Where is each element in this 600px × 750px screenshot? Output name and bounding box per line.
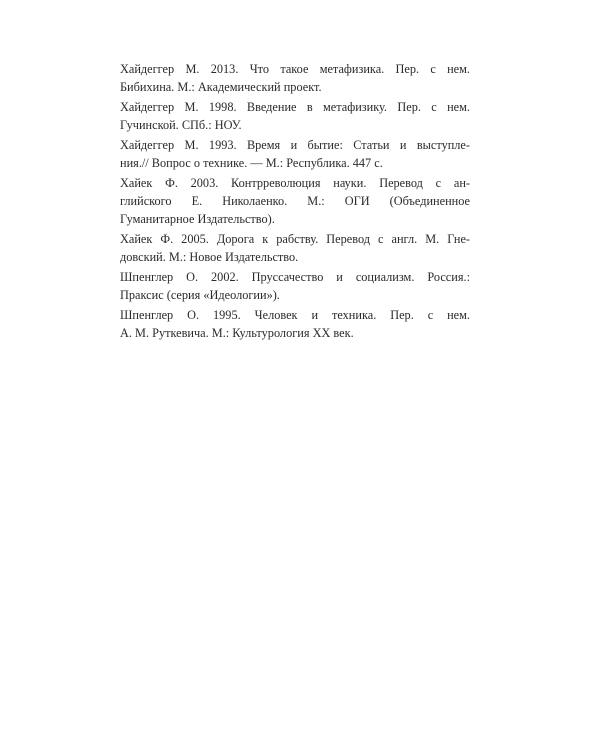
entry-line: Гучинской. СПб.: НОУ. xyxy=(120,118,242,132)
entry-line: глийского Е. Николаенко. М.: ОГИ (Объединенное xyxy=(120,194,470,208)
entry-line: Гуманитарное Издательство). xyxy=(120,212,275,226)
entry-line: Шпенглер О. 1995. Человек и техника. Пер. с нем. xyxy=(120,308,470,322)
bibliography-entry-hayek-2005 xyxy=(120,230,470,266)
entry-line: Хайдеггер М. 1993. Время и бытие: Статьи и выступле- xyxy=(120,138,470,152)
entry-line: Хайек Ф. 2003. Контрреволюция науки. Перевод с ан- xyxy=(120,176,470,190)
bibliography-entry-spengler-2002 xyxy=(120,268,470,304)
entry-line: Хайек Ф. 2005. Дорога к рабству. Перевод с англ. М. Гне- xyxy=(120,232,470,246)
entry-line: Праксис (серия «Идеологии»). xyxy=(120,288,280,302)
entry-line: Хайдеггер М. 1998. Введение в метафизику. Пер. с нем. xyxy=(120,100,470,114)
entry-line: Хайдеггер М. 2013. Что такое метафизика. Пер. с нем. xyxy=(120,62,470,76)
bibliography-entry-heidegger-1998 xyxy=(120,98,470,134)
entry-line: довский. М.: Новое Издательство. xyxy=(120,250,299,264)
entry-line: Шпенглер О. 2002. Пруссачество и социализм. Россия.: xyxy=(120,270,470,284)
entry-line: А. М. Руткевича. М.: Культурология XX век. xyxy=(120,326,354,340)
bibliography-entry-spengler-1995 xyxy=(120,306,470,342)
bibliography-entry-heidegger-1993 xyxy=(120,136,470,172)
bibliography-list xyxy=(120,60,470,344)
bibliography-entry-heidegger-2013 xyxy=(120,60,470,96)
entry-line: Бибихина. М.: Академический проект. xyxy=(120,80,322,94)
entry-line: ния.// Вопрос о технике. — М.: Республика. 447 с. xyxy=(120,156,383,170)
bibliography-entry-hayek-2003 xyxy=(120,174,470,228)
